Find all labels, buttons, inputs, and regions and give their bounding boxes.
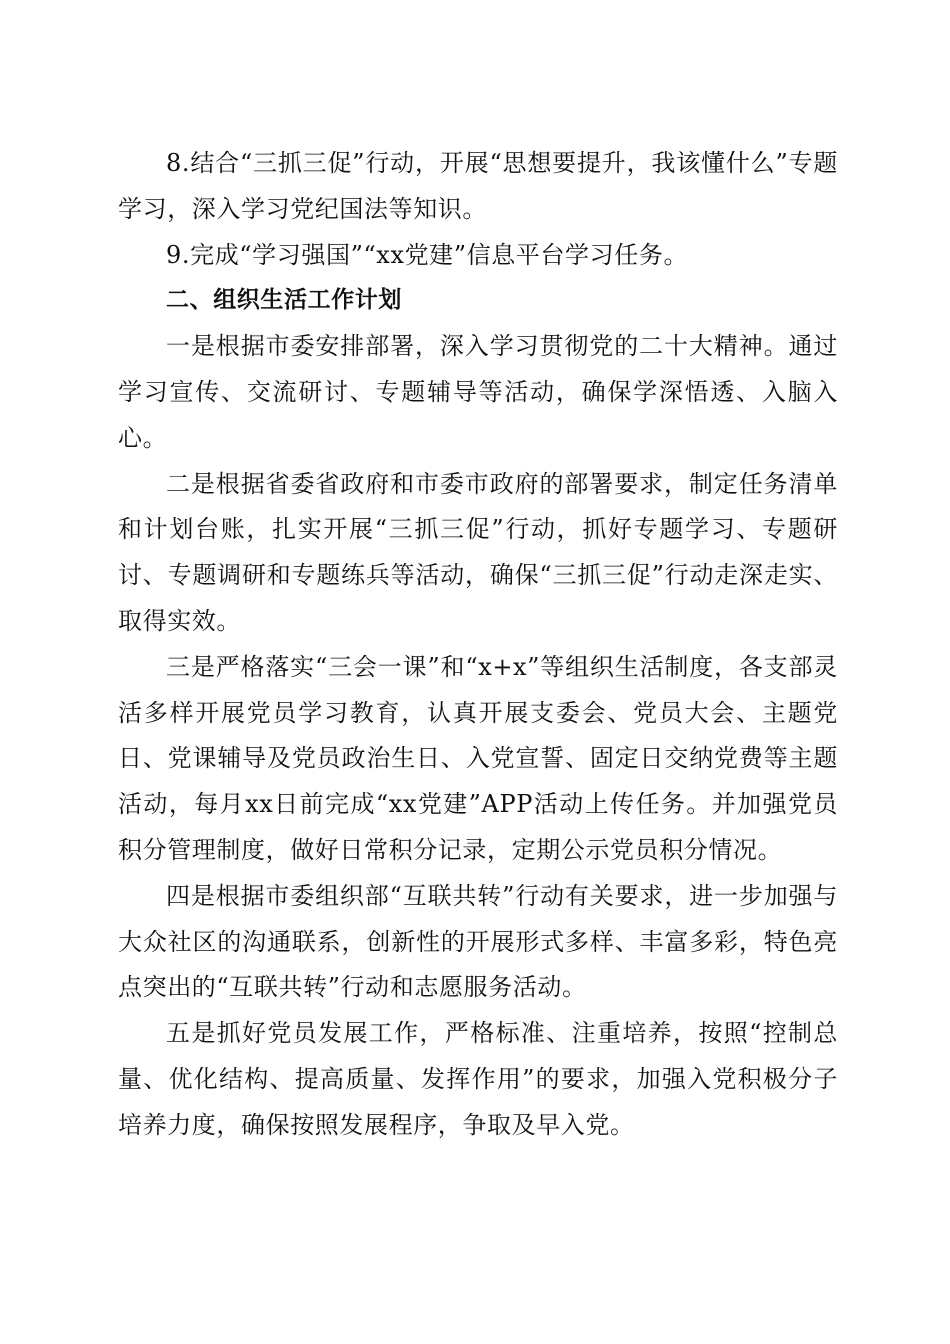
paragraph-two: 二是根据省委省政府和市委市政府的部署要求，制定任务清单和计划台账，扎实开展“三抓三促”行动，抓好专题学习、专题研讨、专题调研和专题练兵等活动，确保“三抓三促”行动走深走实、取得实效。 [118,469,838,635]
paragraph-item-9: 9.完成“学习强国”“xx党建”信息平台学习任务。 [166,240,689,269]
document-body [118,141,838,1149]
paragraph-five: 五是抓好党员发展工作，严格标准、注重培养，按照“控制总量、优化结构、提高质量、发挥作用”的要求，加强入党积极分子培养力度，确保按照发展程序，争取及早入党。 [118,1019,838,1139]
paragraph-item-8: 8.结合“三抓三促”行动，开展“思想要提升，我该懂什么”专题学习，深入学习党纪国法等知识。 [118,149,838,223]
paragraph-four: 四是根据市委组织部“互联共转”行动有关要求，进一步加强与大众社区的沟通联系，创新性的开展形式多样、丰富多彩，特色亮点突出的“互联共转”行动和志愿服务活动。 [118,881,838,1002]
paragraph-one: 一是根据市委安排部署，深入学习贯彻党的二十大精神。通过学习宣传、交流研讨、专题辅导等活动，确保学深悟透、入脑入心。 [118,332,838,452]
paragraph-three: 三是严格落实“三会一课”和“x+x”等组织生活制度，各支部灵活多样开展党员学习教育，认真开展支委会、党员大会、主题党日、党课辅导及党员政治生日、入党宣誓、固定日交纳党费等主题活动，每月xx日前完成“xx党建”APP活动上传任务。并加强党员积分管理制度，做好日常积分记录，定期公示党员积分情况。 [118,652,838,864]
section-heading: 二、组织生活工作计划 [166,287,402,314]
